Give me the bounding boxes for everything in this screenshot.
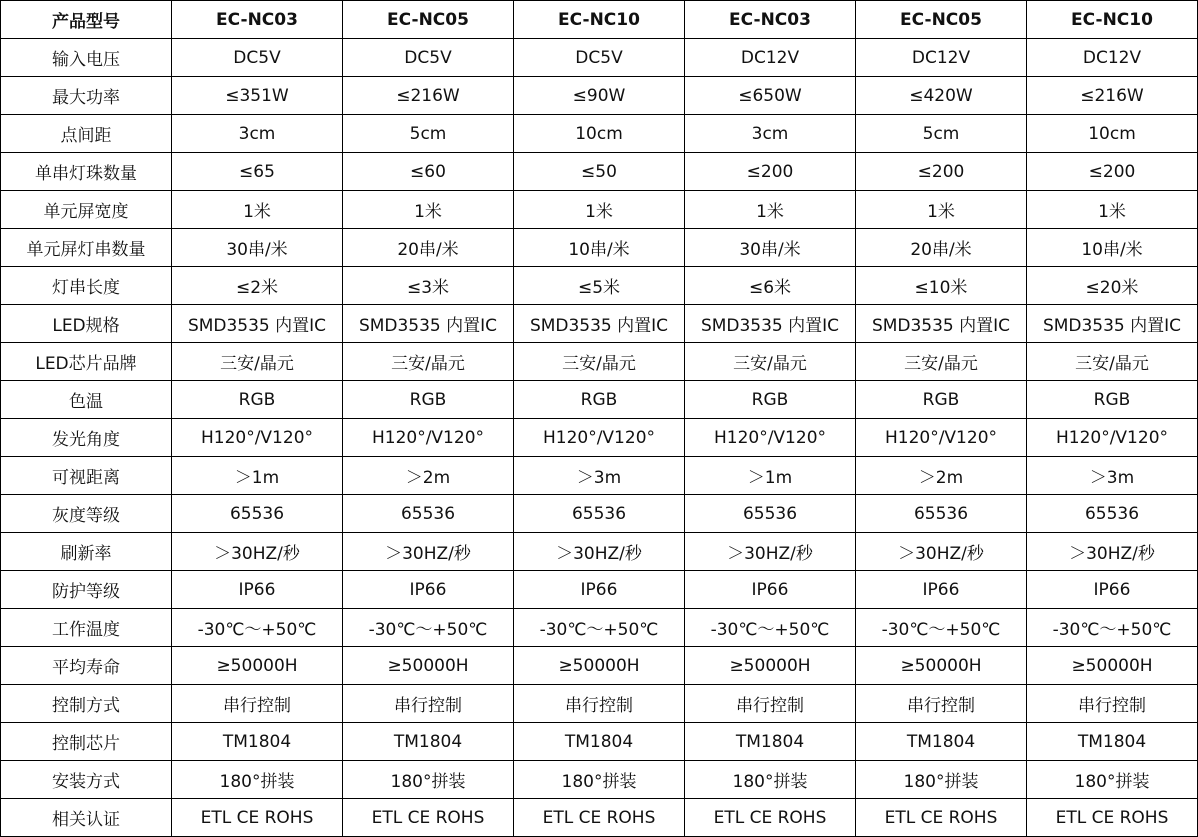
table-cell: SMD3535 内置IC: [172, 305, 343, 343]
table-cell: SMD3535 内置IC: [514, 305, 685, 343]
table-cell: SMD3535 内置IC: [685, 305, 856, 343]
table-cell: TM1804: [1027, 723, 1198, 761]
table-cell: DC5V: [514, 39, 685, 77]
table-cell: SMD3535 内置IC: [343, 305, 514, 343]
table-cell: TM1804: [343, 723, 514, 761]
table-cell: H120°/V120°: [685, 419, 856, 457]
table-cell: ≥50000H: [514, 647, 685, 685]
table-cell: H120°/V120°: [856, 419, 1027, 457]
table-cell: ≤50: [514, 153, 685, 191]
table-cell: ≥50000H: [685, 647, 856, 685]
table-row: [1, 495, 1198, 533]
table-cell: ＞30HZ/秒: [343, 533, 514, 571]
table-row: [1, 647, 1198, 685]
table-cell: TM1804: [514, 723, 685, 761]
table-cell: DC5V: [172, 39, 343, 77]
table-cell: ≥50000H: [856, 647, 1027, 685]
header-cell-model: EC-NC03: [172, 1, 343, 39]
header-row: [1, 1, 1198, 39]
table-cell: RGB: [514, 381, 685, 419]
table-row: [1, 267, 1198, 305]
table-cell: IP66: [172, 571, 343, 609]
table-cell: DC12V: [1027, 39, 1198, 77]
table-cell: ≤10米: [856, 267, 1027, 305]
row-label: LED芯片品牌: [1, 343, 172, 381]
row-label: 灰度等级: [1, 495, 172, 533]
table-cell: 20串/米: [343, 229, 514, 267]
header-cell-model: EC-NC10: [514, 1, 685, 39]
table-cell: ≤5米: [514, 267, 685, 305]
table-cell: 三安/晶元: [1027, 343, 1198, 381]
table-cell: ≥50000H: [343, 647, 514, 685]
row-label: 控制方式: [1, 685, 172, 723]
table-cell: ≤650W: [685, 77, 856, 115]
table-row: [1, 609, 1198, 647]
row-label: 灯串长度: [1, 267, 172, 305]
header-cell-model: EC-NC05: [343, 1, 514, 39]
table-row: [1, 229, 1198, 267]
table-cell: 20串/米: [856, 229, 1027, 267]
table-row: [1, 191, 1198, 229]
table-cell: IP66: [685, 571, 856, 609]
table-cell: 10串/米: [514, 229, 685, 267]
row-label: 平均寿命: [1, 647, 172, 685]
table-cell: 3cm: [685, 115, 856, 153]
table-cell: -30℃～+50℃: [514, 609, 685, 647]
table-cell: SMD3535 内置IC: [856, 305, 1027, 343]
table-cell: 串行控制: [1027, 685, 1198, 723]
table-cell: ＞2m: [856, 457, 1027, 495]
row-label: 安装方式: [1, 761, 172, 799]
table-row: [1, 419, 1198, 457]
table-cell: 串行控制: [343, 685, 514, 723]
header-cell-model: EC-NC10: [1027, 1, 1198, 39]
table-row: [1, 571, 1198, 609]
spec-table-body: [1, 39, 1198, 837]
table-cell: ＞30HZ/秒: [514, 533, 685, 571]
table-cell: 3cm: [172, 115, 343, 153]
table-row: [1, 685, 1198, 723]
table-cell: 串行控制: [172, 685, 343, 723]
table-cell: ETL CE ROHS: [172, 799, 343, 837]
table-row: [1, 723, 1198, 761]
table-cell: ＞2m: [343, 457, 514, 495]
table-cell: ≤216W: [1027, 77, 1198, 115]
table-cell: ≤6米: [685, 267, 856, 305]
table-cell: ≤20米: [1027, 267, 1198, 305]
table-cell: ≤216W: [343, 77, 514, 115]
table-cell: H120°/V120°: [1027, 419, 1198, 457]
table-cell: RGB: [685, 381, 856, 419]
table-cell: H120°/V120°: [172, 419, 343, 457]
table-cell: ≥50000H: [172, 647, 343, 685]
table-cell: 65536: [343, 495, 514, 533]
row-label: 防护等级: [1, 571, 172, 609]
table-cell: 65536: [685, 495, 856, 533]
row-label: 刷新率: [1, 533, 172, 571]
table-row: [1, 77, 1198, 115]
table-cell: 1米: [856, 191, 1027, 229]
table-cell: ≤200: [856, 153, 1027, 191]
table-cell: ＞30HZ/秒: [1027, 533, 1198, 571]
table-cell: ＞3m: [1027, 457, 1198, 495]
row-label: 单元屏宽度: [1, 191, 172, 229]
table-cell: 180°拼装: [1027, 761, 1198, 799]
table-cell: TM1804: [685, 723, 856, 761]
table-cell: ≤200: [685, 153, 856, 191]
table-cell: DC5V: [343, 39, 514, 77]
table-cell: ≥50000H: [1027, 647, 1198, 685]
table-cell: H120°/V120°: [343, 419, 514, 457]
table-cell: 180°拼装: [685, 761, 856, 799]
row-label: 可视距离: [1, 457, 172, 495]
row-label: 色温: [1, 381, 172, 419]
row-label: 工作温度: [1, 609, 172, 647]
table-row: [1, 533, 1198, 571]
table-cell: 65536: [514, 495, 685, 533]
table-cell: -30℃～+50℃: [856, 609, 1027, 647]
table-cell: RGB: [856, 381, 1027, 419]
table-row: [1, 381, 1198, 419]
table-cell: TM1804: [172, 723, 343, 761]
table-cell: -30℃～+50℃: [343, 609, 514, 647]
table-row: [1, 799, 1198, 837]
table-cell: 三安/晶元: [343, 343, 514, 381]
table-cell: 10cm: [514, 115, 685, 153]
table-cell: RGB: [172, 381, 343, 419]
table-cell: 180°拼装: [343, 761, 514, 799]
table-row: [1, 115, 1198, 153]
table-cell: ≤200: [1027, 153, 1198, 191]
header-cell-model: EC-NC03: [685, 1, 856, 39]
table-row: [1, 39, 1198, 77]
table-row: [1, 761, 1198, 799]
table-cell: 1米: [514, 191, 685, 229]
table-row: [1, 457, 1198, 495]
row-label: 最大功率: [1, 77, 172, 115]
row-label: 点间距: [1, 115, 172, 153]
table-cell: ＞3m: [514, 457, 685, 495]
row-label: 单元屏灯串数量: [1, 229, 172, 267]
table-cell: ≤420W: [856, 77, 1027, 115]
table-cell: IP66: [1027, 571, 1198, 609]
table-cell: 5cm: [856, 115, 1027, 153]
row-label: 单串灯珠数量: [1, 153, 172, 191]
table-cell: ETL CE ROHS: [1027, 799, 1198, 837]
table-cell: IP66: [514, 571, 685, 609]
row-label: LED规格: [1, 305, 172, 343]
table-cell: 30串/米: [685, 229, 856, 267]
table-cell: 串行控制: [514, 685, 685, 723]
header-cell-label: 产品型号: [1, 1, 172, 39]
table-cell: 三安/晶元: [172, 343, 343, 381]
table-cell: 10cm: [1027, 115, 1198, 153]
table-cell: IP66: [856, 571, 1027, 609]
table-cell: -30℃～+50℃: [1027, 609, 1198, 647]
table-cell: 10串/米: [1027, 229, 1198, 267]
table-cell: IP66: [343, 571, 514, 609]
table-cell: ETL CE ROHS: [856, 799, 1027, 837]
table-cell: ETL CE ROHS: [343, 799, 514, 837]
table-cell: TM1804: [856, 723, 1027, 761]
row-label: 控制芯片: [1, 723, 172, 761]
table-cell: ＞30HZ/秒: [172, 533, 343, 571]
table-cell: ≤60: [343, 153, 514, 191]
table-cell: -30℃～+50℃: [172, 609, 343, 647]
table-cell: 30串/米: [172, 229, 343, 267]
table-cell: 串行控制: [856, 685, 1027, 723]
table-cell: 180°拼装: [514, 761, 685, 799]
table-cell: ETL CE ROHS: [514, 799, 685, 837]
table-cell: 三安/晶元: [856, 343, 1027, 381]
table-cell: RGB: [1027, 381, 1198, 419]
table-cell: 65536: [856, 495, 1027, 533]
table-cell: 三安/晶元: [514, 343, 685, 381]
table-cell: DC12V: [856, 39, 1027, 77]
row-label: 发光角度: [1, 419, 172, 457]
table-cell: ≤3米: [343, 267, 514, 305]
table-row: [1, 153, 1198, 191]
table-cell: 三安/晶元: [685, 343, 856, 381]
table-cell: 1米: [172, 191, 343, 229]
table-cell: ≤90W: [514, 77, 685, 115]
table-cell: ≤65: [172, 153, 343, 191]
table-cell: H120°/V120°: [514, 419, 685, 457]
table-cell: 180°拼装: [856, 761, 1027, 799]
table-cell: 1米: [685, 191, 856, 229]
table-cell: 1米: [343, 191, 514, 229]
table-cell: DC12V: [685, 39, 856, 77]
table-row: [1, 343, 1198, 381]
table-cell: ETL CE ROHS: [685, 799, 856, 837]
table-cell: 1米: [1027, 191, 1198, 229]
table-cell: ≤351W: [172, 77, 343, 115]
table-cell: RGB: [343, 381, 514, 419]
table-cell: 180°拼装: [172, 761, 343, 799]
table-cell: ＞1m: [685, 457, 856, 495]
header-cell-model: EC-NC05: [856, 1, 1027, 39]
table-cell: 串行控制: [685, 685, 856, 723]
row-label: 相关认证: [1, 799, 172, 837]
table-cell: 5cm: [343, 115, 514, 153]
table-cell: 65536: [1027, 495, 1198, 533]
table-cell: ＞30HZ/秒: [856, 533, 1027, 571]
row-label: 输入电压: [1, 39, 172, 77]
table-cell: ＞1m: [172, 457, 343, 495]
table-cell: -30℃～+50℃: [685, 609, 856, 647]
table-cell: ≤2米: [172, 267, 343, 305]
table-cell: SMD3535 内置IC: [1027, 305, 1198, 343]
table-cell: ＞30HZ/秒: [685, 533, 856, 571]
table-cell: 65536: [172, 495, 343, 533]
table-row: [1, 305, 1198, 343]
